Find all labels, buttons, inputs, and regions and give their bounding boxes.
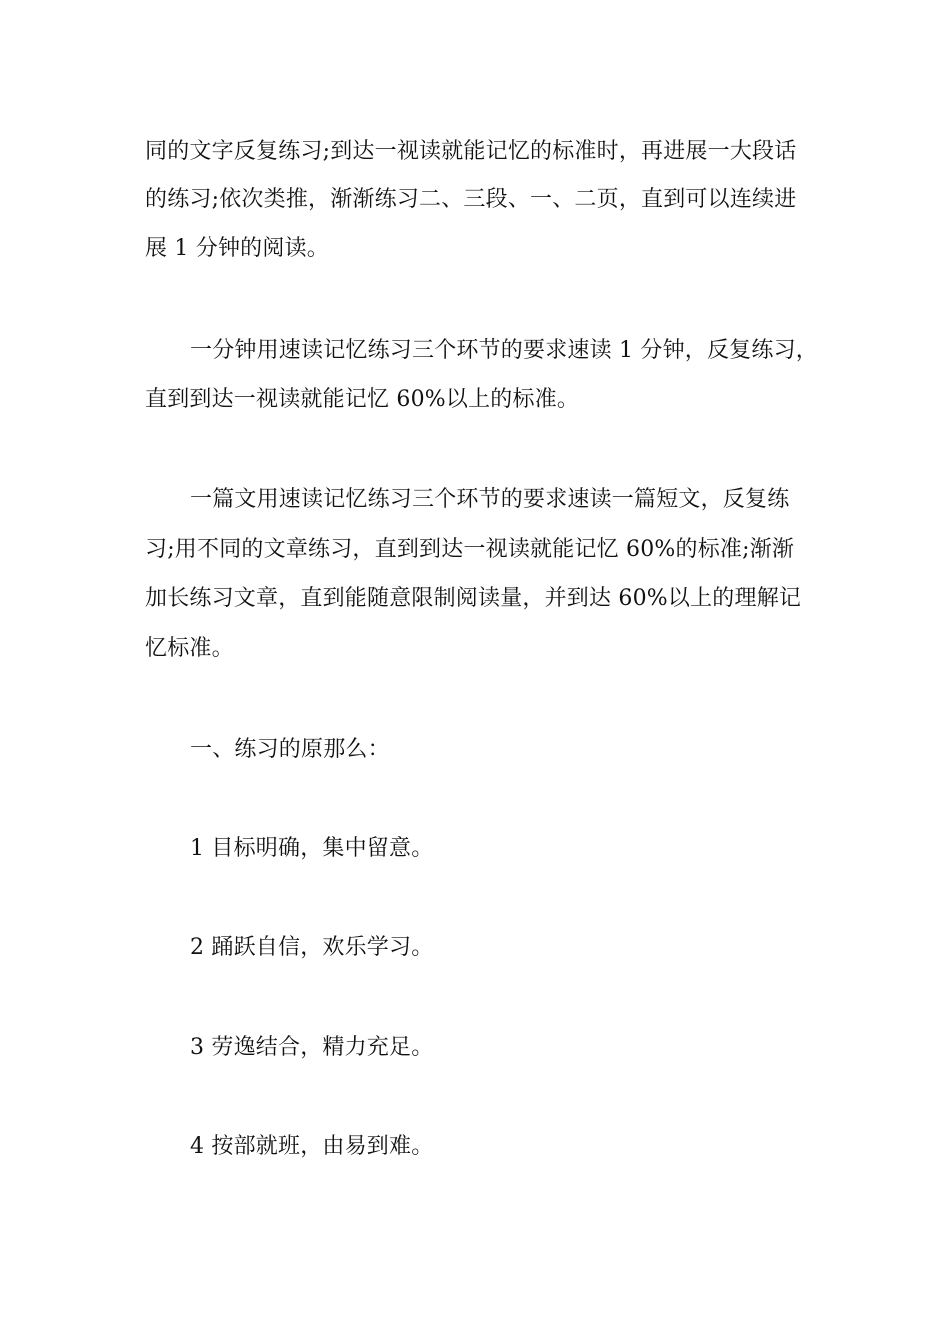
paragraph-2-line-1: 一分钟用速读记忆练习三个环节的要求速读 1 分钟，反复练习， xyxy=(190,338,818,363)
principle-item-3: 3 劳逸结合，精力充足。 xyxy=(190,1035,434,1060)
paragraph-1-line-2: 的练习;依次类推，渐渐练习二、三段、一、二页，直到可以连续进 xyxy=(145,187,797,212)
paragraph-3-line-4: 忆标准。 xyxy=(145,636,234,661)
section-heading: 一、练习的原那么： xyxy=(190,737,390,762)
paragraph-3-line-3: 加长练习文章，直到能随意限制阅读量，并到达 60%以上的理解记 xyxy=(145,586,802,611)
principle-item-1: 1 目标明确，集中留意。 xyxy=(190,836,434,861)
principle-item-4: 4 按部就班，由易到难。 xyxy=(190,1134,434,1159)
paragraph-3-line-1: 一篇文用速读记忆练习三个环节的要求速读一篇短文，反复练 xyxy=(190,487,790,512)
paragraph-1-line-3: 展 1 分钟的阅读。 xyxy=(145,236,329,261)
paragraph-3-line-2: 习;用不同的文章练习，直到到达一视读就能记忆 60%的标准;渐渐 xyxy=(145,537,795,562)
paragraph-1-line-1: 同的文字反复练习;到达一视读就能记忆的标准时，再进展一大段话 xyxy=(145,139,797,164)
principle-item-2: 2 踊跃自信，欢乐学习。 xyxy=(190,935,434,960)
paragraph-2-line-2: 直到到达一视读就能记忆 60%以上的标准。 xyxy=(145,387,580,412)
